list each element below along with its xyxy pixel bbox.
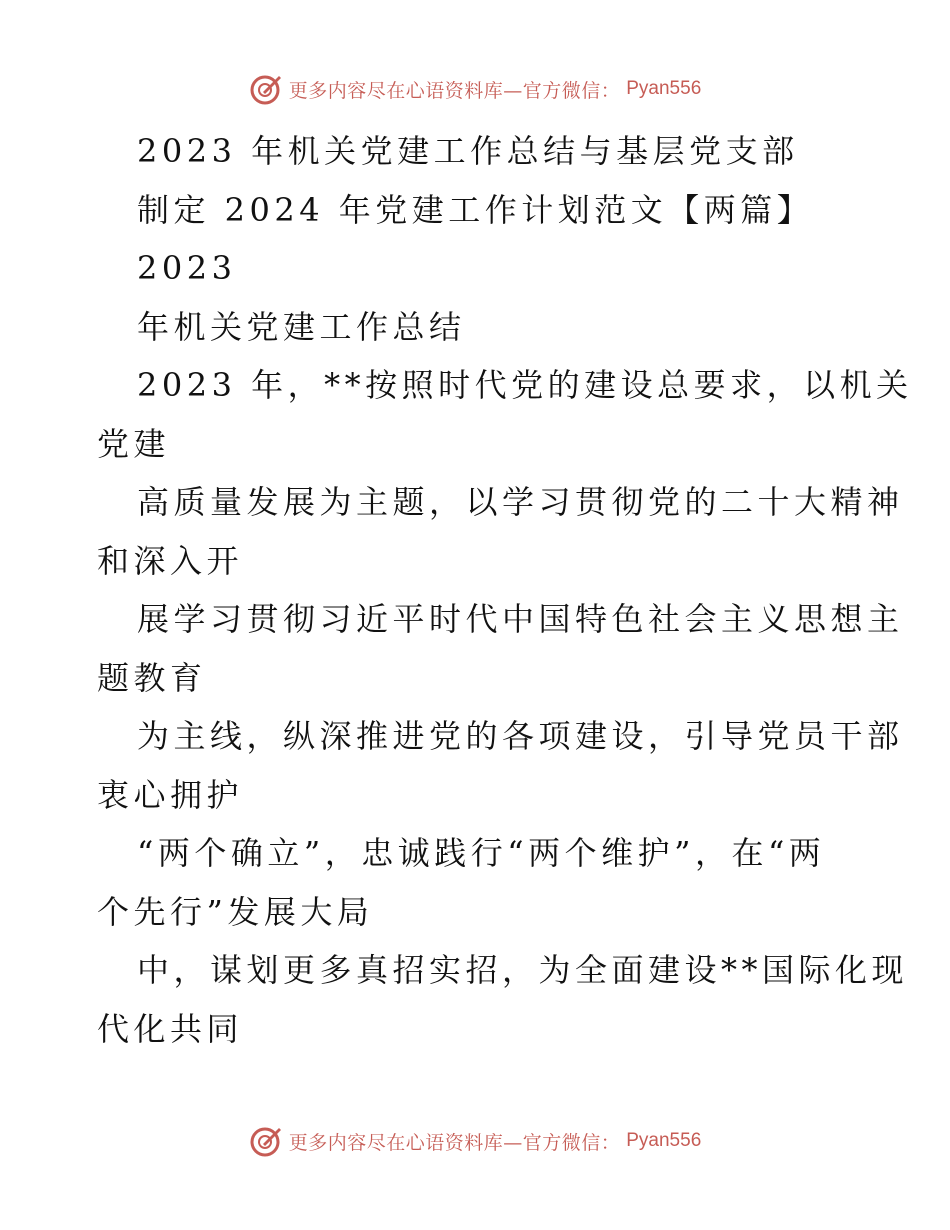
doc-line: 高质量发展为主题，以学习贯彻党的二十大精神 xyxy=(137,483,904,521)
doc-line: “两个确立”，忠诚践行“两个维护”，在“两 xyxy=(137,834,826,872)
doc-line: 党建 xyxy=(97,424,171,463)
doc-line: 为主线，纵深推进党的各项建设，引导党员干部 xyxy=(137,717,904,755)
header-watermark xyxy=(0,72,950,106)
doc-line: 2023 年机关党建工作总结与基层党支部 xyxy=(137,132,799,170)
doc-line: 中，谋划更多真招实招，为全面建设**国际化现 xyxy=(137,951,909,989)
watermark-text: 更多内容尽在心语资料库—官方微信： xyxy=(288,79,621,102)
doc-line: 2023 xyxy=(137,249,237,287)
document-body xyxy=(97,122,913,1058)
doc-line: 2023 年，**按照时代党的建设总要求，以机关 xyxy=(137,366,913,404)
pen-logo-icon xyxy=(249,72,283,106)
doc-line: 展学习贯彻习近平时代中国特色社会主义思想主 xyxy=(137,600,904,638)
doc-line: 年机关党建工作总结 xyxy=(137,307,466,346)
doc-line: 衷心拥护 xyxy=(97,775,244,814)
doc-line: 和深入开 xyxy=(97,541,244,580)
pen-logo-icon xyxy=(249,1124,283,1158)
watermark-text: 更多内容尽在心语资料库—官方微信： xyxy=(288,1131,621,1154)
doc-line: 代化共同 xyxy=(97,1009,244,1048)
doc-line: 题教育 xyxy=(97,658,207,697)
watermark-wechat-id: Pyan556 xyxy=(626,78,702,99)
doc-line: 个先行”发展大局 xyxy=(97,892,374,931)
footer-watermark xyxy=(0,1124,950,1158)
watermark-wechat-id: Pyan556 xyxy=(626,1130,702,1151)
doc-line: 制定 2024 年党建工作计划范文【两篇】 xyxy=(137,190,814,229)
